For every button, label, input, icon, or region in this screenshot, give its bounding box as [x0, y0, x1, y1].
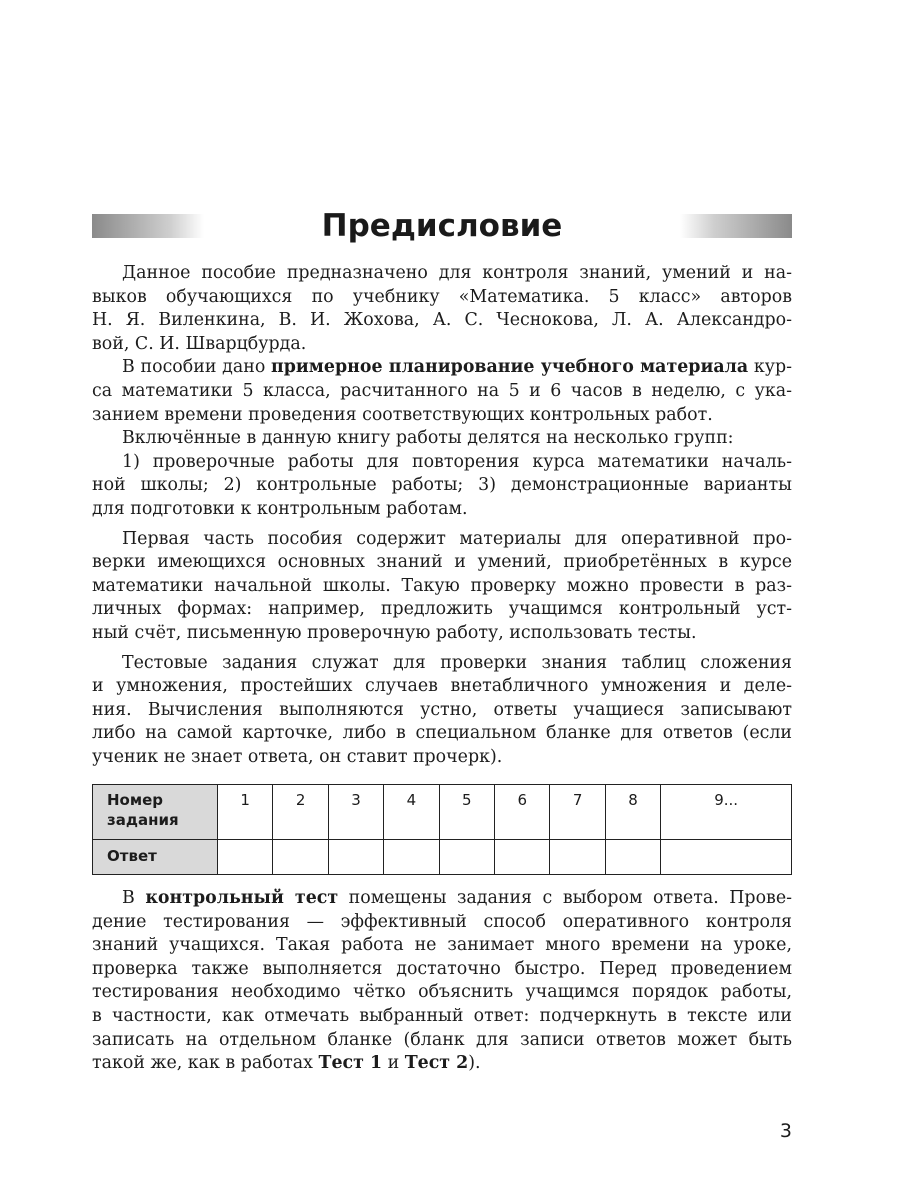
text-line: дение тестирования — эффективный способ оперативного контроля	[92, 911, 792, 932]
text-line: тестирования необходимо чётко объяснить учащимся порядок работы,	[92, 982, 792, 1003]
task-number-cell: 1	[218, 785, 273, 840]
text-line: либо на самой карточке, либо в специальном бланке для ответов (если	[92, 723, 792, 744]
task-number-cell: 8	[605, 785, 660, 840]
bold-phrase: Тест 1	[318, 1053, 383, 1074]
task-number-cell: 2	[273, 785, 328, 840]
answer-cell	[439, 840, 494, 875]
header-line: задания	[107, 811, 179, 829]
text-run: ).	[468, 1053, 481, 1074]
text-line: математики начальной школы. Такую проверку можно провести в раз-	[92, 575, 792, 596]
text-line	[92, 1051, 792, 1075]
answer-header: Ответ	[93, 840, 218, 875]
text-line: для подготовки к контрольным работам.	[92, 498, 468, 519]
preface-text-top	[92, 262, 792, 769]
task-number-cell: 6	[495, 785, 550, 840]
header-line: Номер	[107, 791, 164, 809]
text-line	[92, 356, 792, 380]
preface-text-bottom	[92, 886, 792, 1075]
text-line: 1) проверочные работы для повторения курса математики началь-	[122, 451, 792, 472]
task-number-cell: 7	[550, 785, 605, 840]
table-row	[93, 840, 792, 875]
answer-sheet-table	[92, 784, 792, 875]
page-number: 3	[779, 1120, 792, 1142]
answer-cell	[273, 840, 328, 875]
text-line: записать на отдельном бланке (бланк для записи ответов может быть	[92, 1029, 792, 1050]
text-run: В	[122, 888, 146, 908]
text-line: ния. Вычисления выполняются устно, ответы учащиеся записывают	[92, 699, 792, 720]
text-line: знаний учащихся. Такая работа не занимает много времени на уроке,	[92, 935, 792, 956]
answer-cell	[661, 840, 792, 875]
answer-cell	[328, 840, 383, 875]
text-line: Данное пособие предназначено для контроля знаний, умений и на-	[122, 263, 792, 283]
text-run: В пособии дано	[122, 357, 272, 378]
answer-cell	[495, 840, 550, 875]
text-run: помещены задания с выбором ответа. Прове-	[338, 888, 792, 908]
answer-cell	[218, 840, 273, 875]
text-line: проверка также выполняется достаточно быстро. Перед проведением	[92, 958, 792, 979]
task-number-cell: 9...	[661, 785, 792, 840]
text-run: такой же, как в работах	[92, 1053, 319, 1074]
bold-phrase: Тест 2	[404, 1053, 469, 1074]
text-line: ученик не знает ответа, он ставит прочерк).	[92, 746, 503, 767]
text-line: Тестовые задания служат для проверки знания таблиц сложения	[122, 652, 792, 673]
task-number-header	[93, 785, 218, 840]
text-line: Первая часть пособия содержит материалы для оперативной про-	[122, 528, 792, 549]
text-line: са математики 5 класса, расчитанного на 5 и 6 часов в неделю, с ука-	[92, 380, 792, 401]
task-number-cell: 5	[439, 785, 494, 840]
bold-phrase: примерное планирование учебного материала	[271, 357, 749, 378]
text-line: вой, С. И. Шварцбурда.	[92, 333, 307, 354]
answer-cell	[550, 840, 605, 875]
text-line	[92, 886, 792, 910]
task-number-cell: 4	[384, 785, 439, 840]
text-line: Н. Я. Виленкина, В. И. Жохова, А. С. Чеснокова, Л. А. Александро-	[92, 310, 792, 331]
text-line: личных формах: например, предложить учащимся контрольный уст-	[92, 599, 792, 620]
answer-cell	[605, 840, 660, 875]
text-run: кур-	[748, 357, 792, 378]
answer-cell	[384, 840, 439, 875]
text-line: в частности, как отмечать выбранный ответ: подчеркнуть в тексте или	[92, 1005, 792, 1026]
table-row	[93, 785, 792, 840]
text-line: ной школы; 2) контрольные работы; 3) демонстрационные варианты	[92, 475, 792, 496]
heading-row	[92, 206, 792, 246]
task-number-cell: 3	[328, 785, 383, 840]
text-line: Включённые в данную книгу работы делятся на несколько групп:	[122, 428, 734, 449]
page-title: Предисловие	[321, 208, 563, 244]
bold-phrase: контрольный тест	[145, 888, 339, 908]
text-line: ный счёт, письменную проверочную работу, использовать тесты.	[92, 622, 697, 643]
text-line: занием времени проведения соответствующих контрольных работ.	[92, 404, 713, 425]
text-run: и	[382, 1053, 405, 1074]
text-line: выков обучающихся по учебнику «Математика. 5 класс» авторов	[92, 286, 792, 307]
text-line: верки имеющихся основных знаний и умений, приобретённых в курсе	[92, 552, 792, 573]
document-page	[92, 0, 792, 1200]
text-line: и умножения, простейших случаев внетабличного умножения и деле-	[92, 676, 792, 697]
